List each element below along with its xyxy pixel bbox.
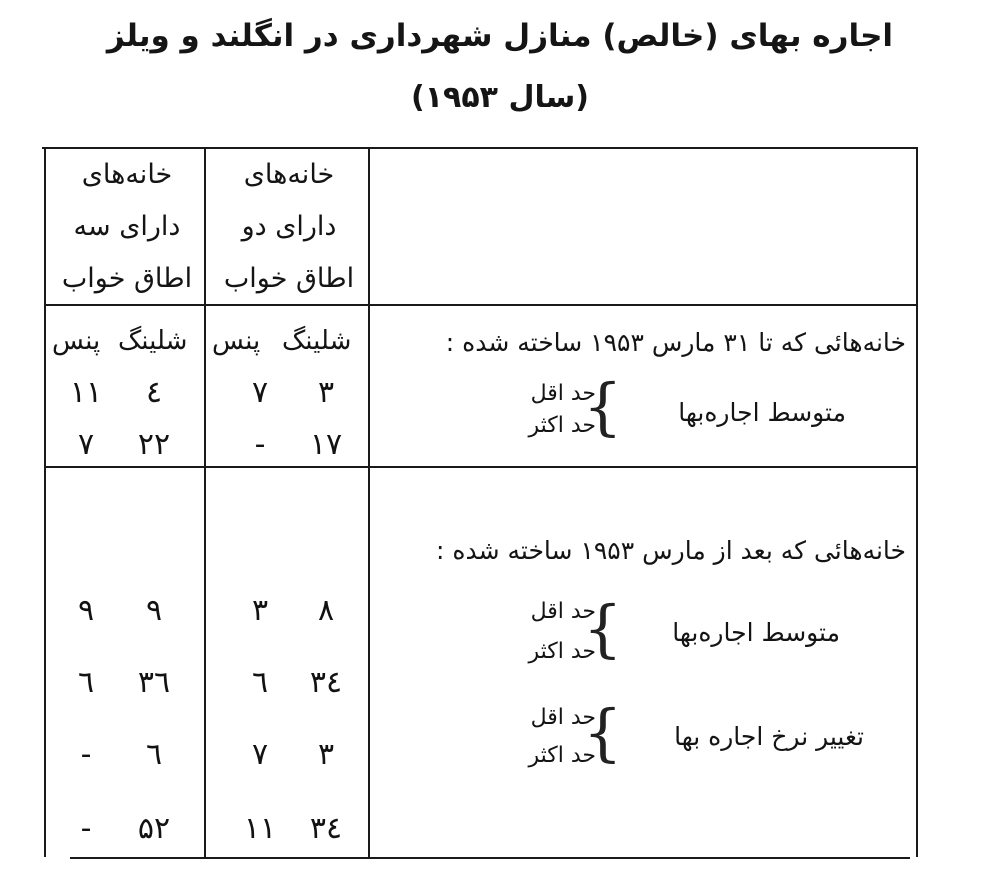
after-row2-two-shilling: ۳٤ — [309, 665, 343, 700]
after-row2-three-pence: ٦ — [77, 665, 95, 700]
after-row3-two-pence: ۷ — [251, 737, 269, 772]
header-two-bed-line1: خانه‌های — [243, 159, 335, 190]
unit-shilling-three-bed: شلینگ — [118, 326, 188, 356]
after-avg-max-label: حد اکثر — [528, 639, 596, 664]
after-row4-two-shilling: ۳٤ — [309, 811, 343, 846]
header-three-bed-line1: خانه‌های — [81, 159, 173, 190]
brace-before: { — [583, 370, 623, 443]
before-row2-three-shilling: ۲۲ — [137, 427, 171, 462]
table-top-rule — [42, 147, 918, 149]
before-row2-two-pence: - — [254, 427, 266, 462]
section-divider-rule — [44, 466, 916, 468]
header-three-bed-line2: دارای سه — [73, 211, 181, 242]
header-bottom-rule — [44, 304, 916, 306]
after-row1-two-shilling: ۸ — [317, 593, 335, 628]
section-after-heading: خانه‌هائی که بعد از مارس ۱۹۵۳ ساخته شده : — [436, 536, 906, 565]
before-row1-two-pence: ۷ — [251, 375, 269, 410]
after-avg-min-label: حد اقل — [530, 599, 596, 624]
after-row2-three-shilling: ۳٦ — [137, 665, 171, 700]
before-row2-two-shilling: ۱۷ — [309, 427, 343, 462]
before-row1-three-shilling: ٤ — [145, 375, 163, 410]
column-divider-rule — [204, 147, 206, 857]
unit-shilling-two-bed: شلینگ — [282, 326, 352, 356]
page-title: اجاره بهای (خالص) منازل شهرداری در انگلند و ویلز — [106, 18, 894, 54]
unit-pence-two-bed: پنس — [212, 326, 261, 356]
after-row1-two-pence: ۳ — [251, 593, 269, 628]
before-row2-three-pence: ۷ — [77, 427, 95, 462]
after-change-min-label: حد اقل — [530, 705, 596, 730]
after-row3-two-shilling: ۳ — [317, 737, 335, 772]
after-row1-three-shilling: ۹ — [145, 593, 163, 628]
header-two-bed-line2: دارای دو — [241, 211, 337, 242]
section-before-row-label: متوسط اجاره‌بها — [678, 398, 846, 427]
section-after-avg-label: متوسط اجاره‌بها — [672, 618, 840, 647]
table-left-rule — [44, 147, 46, 857]
label-column-divider-rule — [368, 147, 370, 857]
section-before-heading: خانه‌هائی که تا ۳۱ مارس ۱۹۵۳ ساخته شده : — [445, 328, 906, 357]
before-row1-three-pence: ۱۱ — [69, 375, 103, 410]
after-row2-two-pence: ٦ — [251, 665, 269, 700]
after-row3-three-shilling: ٦ — [145, 737, 163, 772]
after-row3-three-pence: - — [80, 737, 92, 772]
before-row1-two-shilling: ۳ — [317, 375, 335, 410]
after-change-max-label: حد اکثر — [528, 743, 596, 768]
page-subtitle: (سال ۱۹۵۳) — [411, 80, 589, 115]
header-three-bed-line3: اطاق خواب — [61, 263, 193, 294]
brace-after-avg: { — [583, 592, 623, 665]
before-min-label: حد اقل — [530, 381, 596, 406]
unit-pence-three-bed: پنس — [52, 326, 101, 356]
brace-after-change: { — [583, 696, 623, 769]
table-bottom-rule — [70, 857, 910, 859]
after-row4-three-shilling: ۵۲ — [137, 811, 171, 846]
after-row4-two-pence: ۱۱ — [243, 811, 277, 846]
table-right-rule — [916, 147, 918, 857]
after-row1-three-pence: ۹ — [77, 593, 95, 628]
section-after-change-label: تغییر نرخ اجاره بها — [674, 722, 864, 751]
header-two-bed-line3: اطاق خواب — [223, 263, 355, 294]
after-row4-three-pence: - — [80, 811, 92, 846]
before-max-label: حد اکثر — [528, 413, 596, 438]
